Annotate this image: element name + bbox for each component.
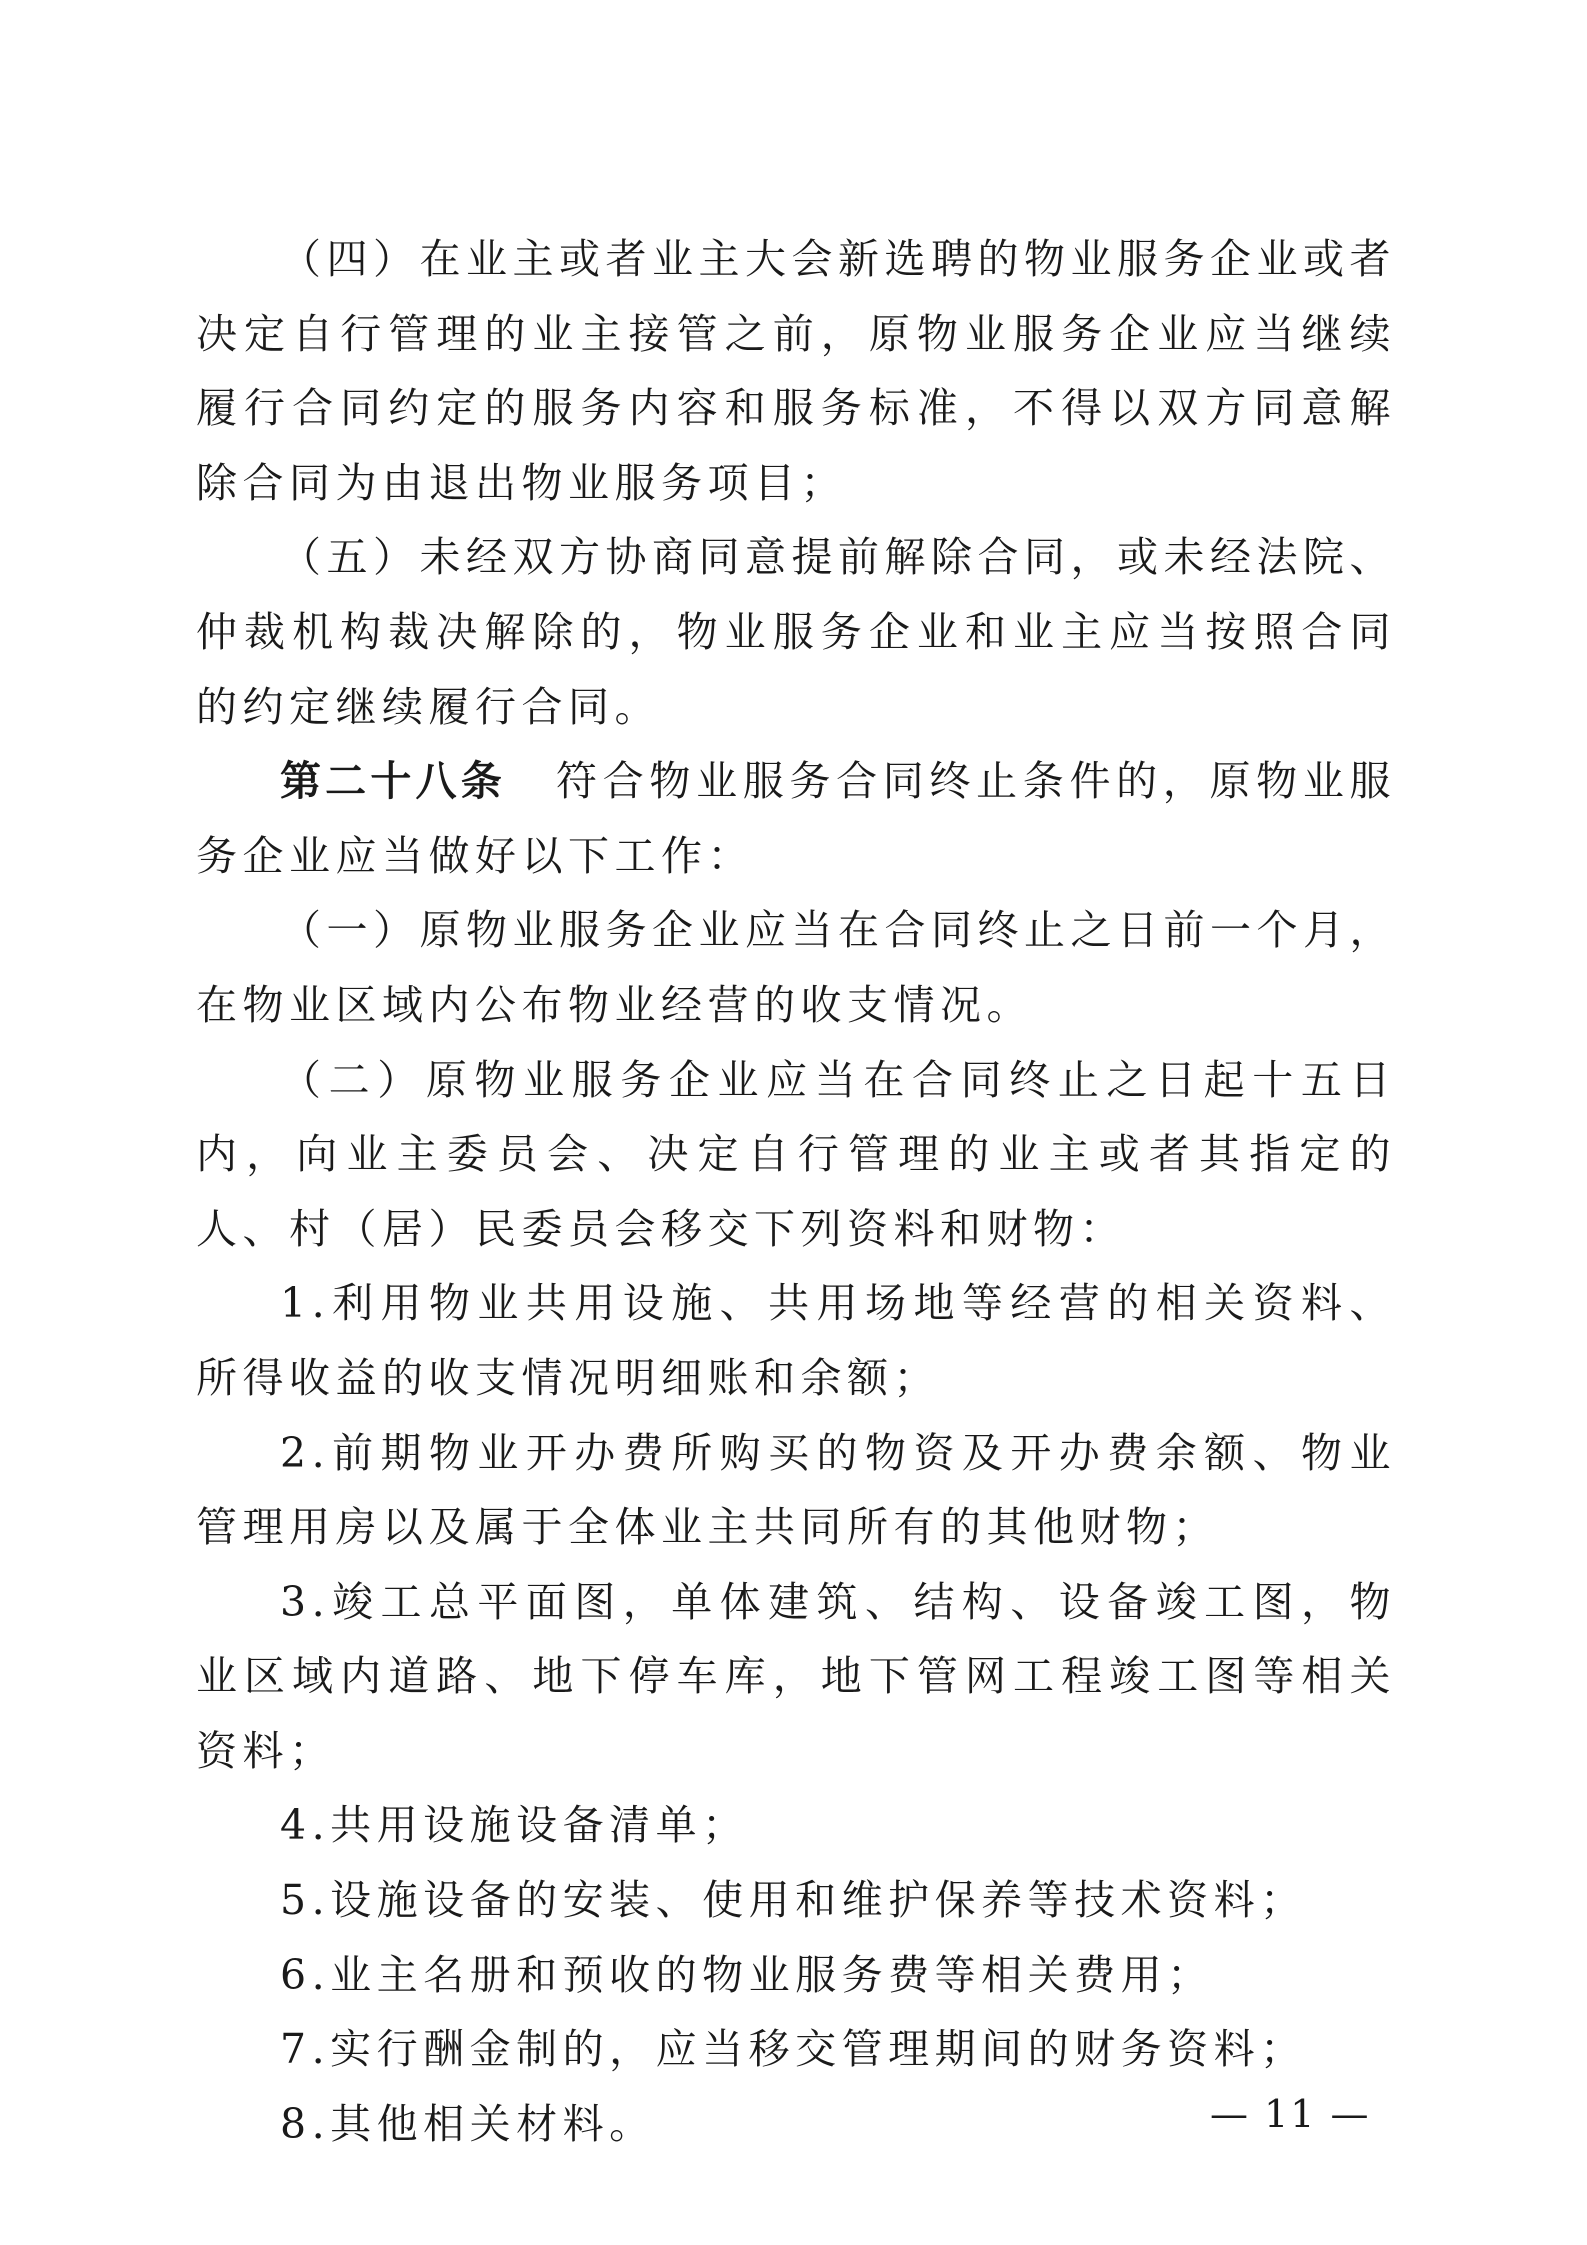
list-item-5: 5.设施设备的安装、使用和维护保养等技术资料； [280,1876,1307,1925]
clause-two: （二）原物业服务企业应当在合同终止之日起十五日内，向业主委员会、决定自行管理的业主或者其指定的人、村（居）民委员会移交下列资料和财物： [196,1055,1396,1253]
page-number: — 11 — [1210,2092,1371,2136]
clause-four: （四）在业主或者业主大会新选聘的物业服务企业或者决定自行管理的业主接管之前，原物业服务企业应当继续履行合同约定的服务内容和服务标准，不得以双方同意解除合同为由退出物业服务项目； [196,235,1396,507]
clause-five: （五）未经双方协商同意提前解除合同，或未经法院、仲裁机构裁决解除的，物业服务企业和业主应当按照合同的约定继续履行合同。 [196,533,1396,731]
list-item-3: 3.竣工总平面图，单体建筑、结构、设备竣工图，物业区域内道路、地下停车库，地下管网工程竣工图等相关资料； [196,1577,1396,1775]
document-body [196,222,1396,2161]
list-item-4: 4.共用设施设备清单； [280,1801,749,1850]
list-item-6: 6.业主名册和预收的物业服务费等相关费用； [280,1950,1214,1999]
article-28 [196,744,1396,893]
clause-one: （一）原物业服务企业应当在合同终止之日前一个月，在物业区域内公布物业经营的收支情况。 [196,906,1396,1029]
list-item-2: 2.前期物业开办费所购买的物资及开办费余额、物业管理用房以及属于全体业主共同所有的其他财物； [196,1428,1396,1552]
list-item-1: 1.利用物业共用设施、共用场地等经营的相关资料、所得收益的收支情况明细账和余额； [196,1279,1396,1402]
list-item-8: 8.其他相关材料。 [280,2099,656,2148]
article-text: 符合物业服务合同终止条件的，原物业服务企业应当做好以下工作： [196,757,1397,880]
article-heading: 第二十八条 [280,757,506,806]
list-item-7: 7.实行酬金制的，应当移交管理期间的财务资料； [280,2025,1307,2074]
